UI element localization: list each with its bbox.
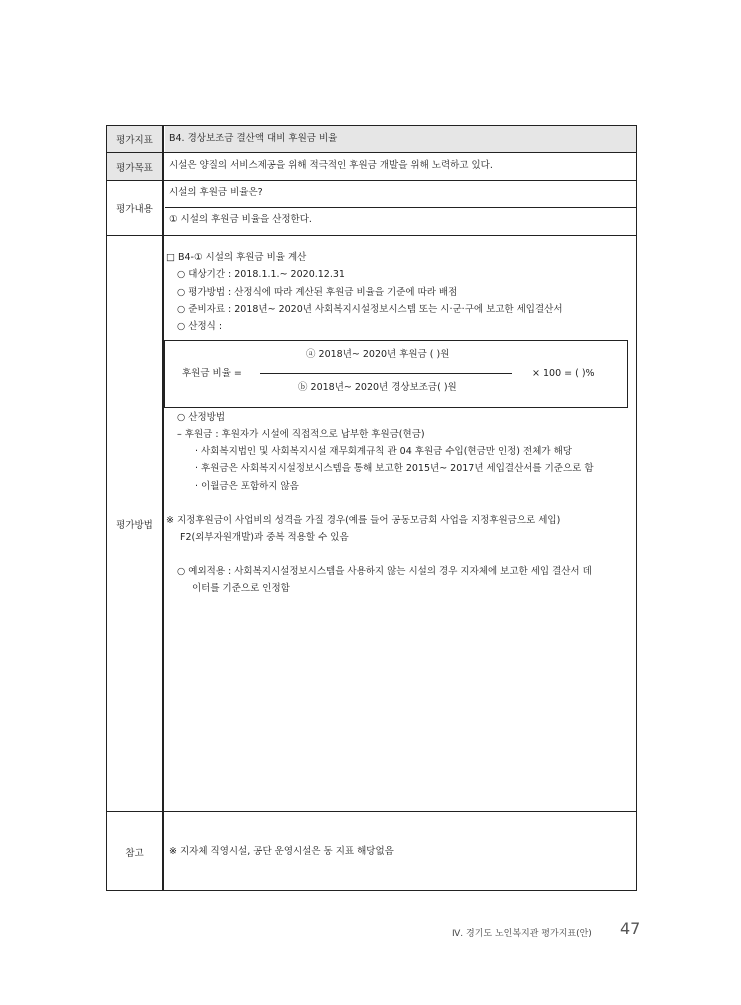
calc-line: · 사회복지법인 및 사회복지시설 재무회계규칙 관 04 후원금 수입(현금만 인정) 전체가 해당 bbox=[195, 446, 572, 457]
calc-line: – 후원금 : 후원자가 시설에 직접적으로 납부한 후원금(현금) bbox=[177, 429, 425, 440]
method-line: ○ 대상기간 : 2018.1.1.~ 2020.12.31 bbox=[177, 269, 345, 280]
content-question: 시설의 후원금 비율은? bbox=[169, 187, 263, 198]
calc-line: · 이월금은 포함하지 않음 bbox=[195, 481, 299, 492]
indicator-row bbox=[107, 126, 636, 152]
content-cell bbox=[165, 181, 636, 235]
method-line: ○ 평가방법 : 산정식에 따라 계산된 후원금 비율을 기준에 따라 배점 bbox=[177, 287, 458, 298]
indicator-label: 평가지표 bbox=[107, 126, 164, 152]
page-number: 47 bbox=[620, 919, 641, 938]
formula-right: × 100 = ( )% bbox=[532, 368, 595, 379]
evaluation-table bbox=[106, 125, 637, 891]
note-line: F2(외부자원개발)과 중복 적용할 수 있음 bbox=[180, 532, 349, 543]
reference-row bbox=[107, 811, 636, 891]
goal-cell bbox=[165, 153, 636, 180]
goal-value: 시설은 양질의 서비스제공을 위해 적극적인 후원금 개발을 위해 노력하고 있다. bbox=[169, 160, 493, 171]
formula-left: 후원금 비율 = bbox=[182, 368, 242, 379]
method-label: 평가방법 bbox=[107, 236, 164, 811]
formula-numerator: ⓐ 2018년~ 2020년 후원금 ( )원 bbox=[306, 349, 450, 360]
fraction-line bbox=[260, 373, 512, 374]
calc-title: ○ 산정방법 bbox=[177, 412, 226, 423]
content-label: 평가내용 bbox=[107, 181, 164, 235]
indicator-cell bbox=[165, 126, 636, 152]
exception-line: 이터를 기준으로 인정함 bbox=[192, 583, 290, 594]
reference-value: ※ 지자체 직영시설, 공단 운영시설은 동 지표 해당없음 bbox=[169, 846, 394, 857]
exception-line: ○ 예외적용 : 사회복지시설정보시스템을 사용하지 않는 시설의 경우 지자체에 보고한 세입 결산서 데 bbox=[177, 566, 592, 577]
method-heading: □ B4-① 시설의 후원금 비율 계산 bbox=[166, 252, 307, 263]
goal-label: 평가목표 bbox=[107, 153, 164, 180]
calc-line: · 후원금은 사회복지시설정보시스템을 통해 보고한 2015년~ 2017년 세입결산서를 기준으로 함 bbox=[195, 463, 594, 474]
formula-denominator: ⓑ 2018년~ 2020년 경상보조금( )원 bbox=[298, 382, 457, 393]
method-line: ○ 산정식 : bbox=[177, 321, 223, 332]
method-line: ○ 준비자료 : 2018년~ 2020년 사회복지시설정보시스템 또는 시·군·구에 보고한 세입결산서 bbox=[177, 304, 563, 315]
footer-title: Ⅳ. 경기도 노인복지관 평가지표(안) bbox=[452, 929, 592, 939]
note-line: ※ 지정후원금이 사업비의 성격을 가질 경우(예를 들어 공동모금회 사업을 지정후원금으로 세입) bbox=[166, 515, 561, 526]
content-item: ① 시설의 후원금 비율을 산정한다. bbox=[169, 214, 312, 225]
reference-label: 참고 bbox=[107, 812, 164, 891]
reference-cell bbox=[165, 812, 636, 891]
goal-row bbox=[107, 152, 636, 180]
content-row bbox=[107, 180, 636, 235]
indicator-value: B4. 경상보조금 결산액 대비 후원금 비율 bbox=[169, 133, 338, 144]
